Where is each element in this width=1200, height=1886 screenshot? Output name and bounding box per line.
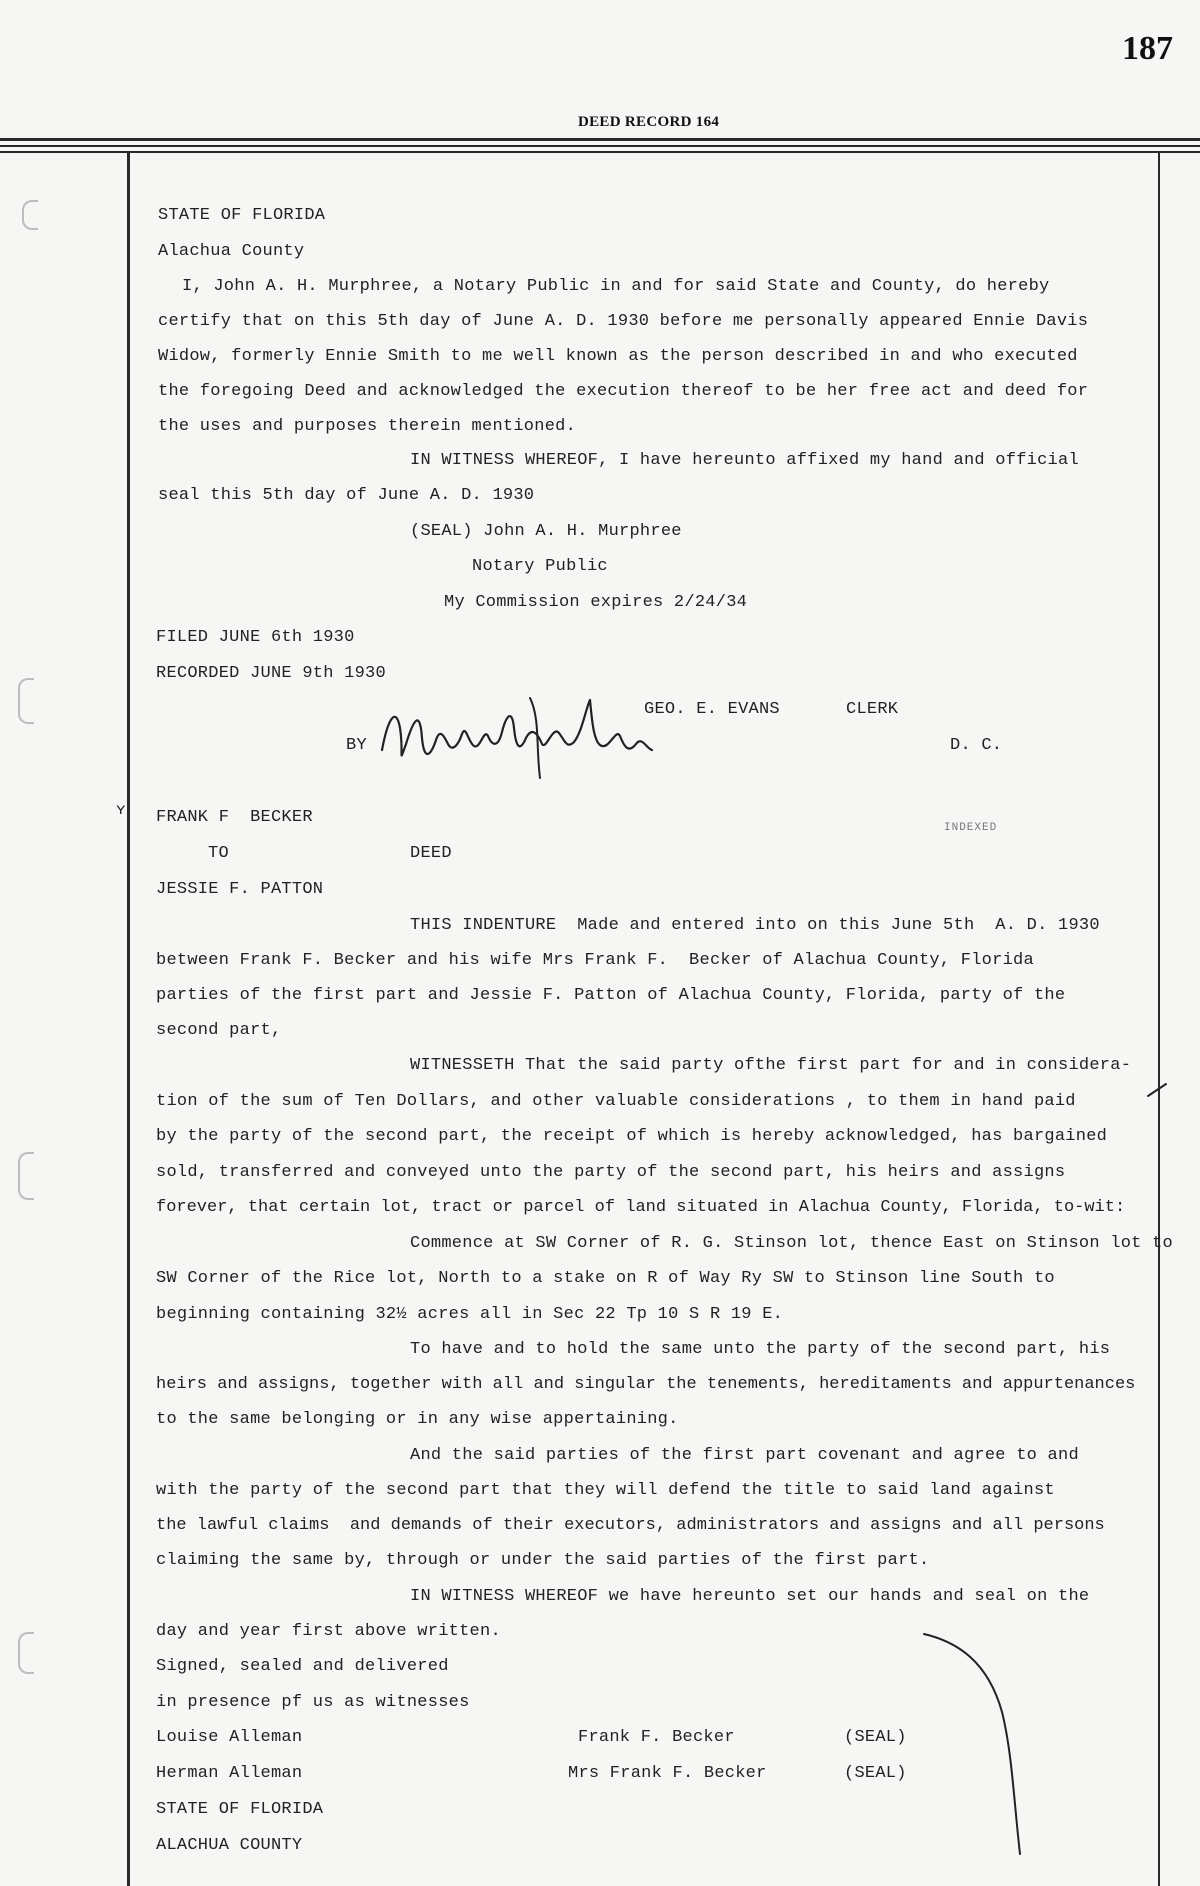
deed-line: the lawful claims and demands of their executors, administrators and assigns and all persons <box>156 1516 1105 1535</box>
deed-line: sold, transferred and conveyed unto the party of the second part, his heirs and assigns <box>156 1163 1066 1182</box>
deed-type: DEED <box>410 844 452 863</box>
deputy-clerk-signature <box>370 688 700 788</box>
deed-line: with the party of the second part that they will defend the title to said land against <box>156 1481 1055 1500</box>
punch-hole-mark <box>18 1632 34 1674</box>
page-number: 187 <box>1122 30 1173 67</box>
witness-name: Louise Alleman <box>156 1728 303 1747</box>
punch-hole-mark <box>18 678 34 724</box>
deed-line: tion of the sum of Ten Dollars, and other valuable considerations , to them in hand paid <box>156 1092 1076 1111</box>
ack-line: the uses and purposes therein mentioned. <box>158 417 577 436</box>
deed-line: claiming the same by, through or under the said parties of the first part. <box>156 1551 930 1570</box>
notary-commission: My Commission expires 2/24/34 <box>444 593 748 612</box>
right-margin-line <box>1158 153 1160 1886</box>
recorded-date: RECORDED JUNE 9th 1930 <box>156 664 386 683</box>
signer-name: Frank F. Becker <box>578 1728 735 1747</box>
deed-line: SW Corner of the Rice lot, North to a stake on R of Way Ry SW to Stinson line South to <box>156 1269 1055 1288</box>
deed-line: And the said parties of the first part covenant and agree to and <box>410 1446 1079 1465</box>
punch-hole-mark <box>22 200 38 230</box>
notary-title: Notary Public <box>472 557 608 576</box>
deed-line: between Frank F. Becker and his wife Mrs Frank F. Becker of Alachua County, Florida <box>156 951 1034 970</box>
ack-witness-line: IN WITNESS WHEREOF, I have hereunto affixed my hand and official <box>410 451 1079 470</box>
deed-line: to the same belonging or in any wise appertaining. <box>156 1410 679 1429</box>
grantee-name: JESSIE F. PATTON <box>156 880 324 899</box>
ack-line: the foregoing Deed and acknowledged the execution thereof to be her free act and deed for <box>158 382 1089 401</box>
notary-signature: (SEAL) John A. H. Murphree <box>410 522 682 541</box>
deputy-clerk-label: D. C. <box>950 736 1003 755</box>
deed-line: To have and to hold the same unto the party of the second part, his <box>410 1340 1111 1359</box>
punch-hole-mark <box>18 1152 34 1200</box>
deed-line: parties of the first part and Jessie F. Patton of Alachua County, Florida, party of the <box>156 986 1066 1005</box>
clerk-name: GEO. E. EVANS <box>644 700 780 719</box>
ack-line: certify that on this 5th day of June A. D. 1930 before me personally appeared Ennie Davis <box>158 312 1089 331</box>
header-rule-2 <box>0 145 1200 147</box>
deed-line: second part, <box>156 1021 282 1040</box>
witness-name: Herman Alleman <box>156 1764 303 1783</box>
deed-line: heirs and assigns, together with all and singular the tenements, hereditaments and appurtenances <box>156 1375 1136 1394</box>
deed-line: Signed, sealed and delivered <box>156 1657 449 1676</box>
deed-line: beginning containing 32½ acres all in Sec 22 Tp 10 S R 19 E. <box>156 1305 784 1324</box>
deed-line: THIS INDENTURE Made and entered into on this June 5th A. D. 1930 <box>410 916 1100 935</box>
seal-label: (SEAL) <box>844 1764 907 1783</box>
to-label: TO <box>208 844 229 863</box>
signer-name: Mrs Frank F. Becker <box>568 1764 767 1783</box>
ack-line: Widow, formerly Ennie Smith to me well known as the person described in and who executed <box>158 347 1078 366</box>
deed-line: Commence at SW Corner of R. G. Stinson lot, thence East on Stinson lot to <box>410 1234 1173 1253</box>
seal-label: (SEAL) <box>844 1728 907 1747</box>
ack-line: I, John A. H. Murphree, a Notary Public in and for said State and County, do hereby <box>182 277 1050 296</box>
pen-tick-mark <box>1146 1080 1170 1100</box>
deed-line: by the party of the second part, the receipt of which is hereby acknowledged, has bargained <box>156 1127 1108 1146</box>
left-margin-line <box>127 153 130 1886</box>
indexed-stamp: INDEXED <box>944 822 998 834</box>
deed-line: in presence pf us as witnesses <box>156 1693 470 1712</box>
next-ack-county: ALACHUA COUNTY <box>156 1836 303 1855</box>
next-ack-state: STATE OF FLORIDA <box>156 1800 324 1819</box>
pen-stroke-mark <box>918 1622 1028 1862</box>
by-label: BY <box>346 736 367 755</box>
ack-county: Alachua County <box>158 242 305 261</box>
ack-seal-line: seal this 5th day of June A. D. 1930 <box>158 486 535 505</box>
header-rule-3 <box>0 151 1200 153</box>
record-title: DEED RECORD 164 <box>578 114 720 130</box>
deed-line: WITNESSETH That the said party ofthe first part for and in considera- <box>410 1056 1132 1075</box>
deed-line: IN WITNESS WHEREOF we have hereunto set our hands and seal on the <box>410 1587 1090 1606</box>
filed-date: FILED JUNE 6th 1930 <box>156 628 355 647</box>
ack-state: STATE OF FLORIDA <box>158 206 326 225</box>
header-rule-1 <box>0 138 1200 141</box>
deed-line: forever, that certain lot, tract or parcel of land situated in Alachua County, Florida, to-wit: <box>156 1198 1126 1217</box>
grantor-name: FRANK F BECKER <box>156 808 313 827</box>
margin-mark: ʏ <box>116 801 126 819</box>
deed-line: day and year first above written. <box>156 1622 501 1641</box>
clerk-title: CLERK <box>846 700 899 719</box>
